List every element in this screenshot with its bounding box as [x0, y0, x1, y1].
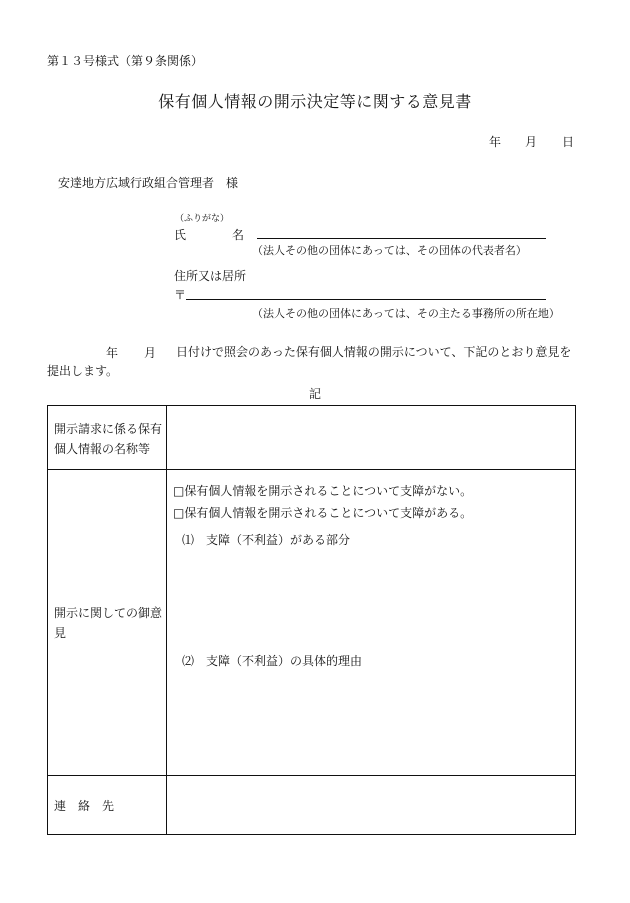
table-row-label-request-info: 開示請求に係る保有個人情報の名称等 — [54, 422, 163, 456]
table-row-label-contact: 連 絡 先 — [54, 799, 115, 813]
furigana-label: （ふりがな） — [175, 214, 230, 224]
table-row-divider-1 — [48, 469, 575, 470]
table-row-divider-2 — [48, 775, 575, 776]
date-year-label: 年 — [489, 135, 502, 149]
body-year-label: 年 — [106, 346, 119, 360]
address-label: 住所又は居所 — [174, 269, 247, 283]
option-no-objection: □保有個人情報を開示されることについて支障がない。 — [173, 484, 473, 498]
date-day-label: 日 — [562, 135, 575, 149]
form-number: 第１３号様式（第９条関係） — [47, 54, 204, 68]
table-row-label-opinion: 開示に関しての御意見 — [54, 606, 163, 640]
name-label-second-char: 名 — [232, 228, 245, 242]
table-column-divider — [166, 406, 167, 834]
body-text: 日付けで照会のあった保有個人情報の開示について、下記のとおり意見を提出します。 — [47, 345, 572, 378]
address-line — [186, 299, 546, 300]
address-note: （法人その他の団体にあっては、その主たる事務所の所在地） — [252, 307, 560, 320]
name-label-first-char: 氏 — [174, 228, 187, 242]
name-note: （法人その他の団体にあっては、その団体の代表者名） — [252, 244, 527, 257]
opinion-table — [47, 405, 576, 835]
ki-heading: 記 — [308, 387, 321, 401]
sub-item-objection-reason: ⑵ 支障（不利益）の具体的理由 — [182, 654, 363, 668]
name-line — [257, 238, 546, 239]
sub-item-objection-part: ⑴ 支障（不利益）がある部分 — [182, 533, 351, 547]
addressee: 安達地方広域行政組合管理者 様 — [58, 176, 239, 190]
postal-mark: 〒 — [174, 288, 187, 302]
date-month-label: 月 — [525, 135, 538, 149]
option-objection: □保有個人情報を開示されることについて支障がある。 — [173, 506, 473, 520]
body-month-label: 月 — [144, 346, 157, 360]
document-title: 保有個人情報の開示決定等に関する意見書 — [158, 92, 472, 111]
